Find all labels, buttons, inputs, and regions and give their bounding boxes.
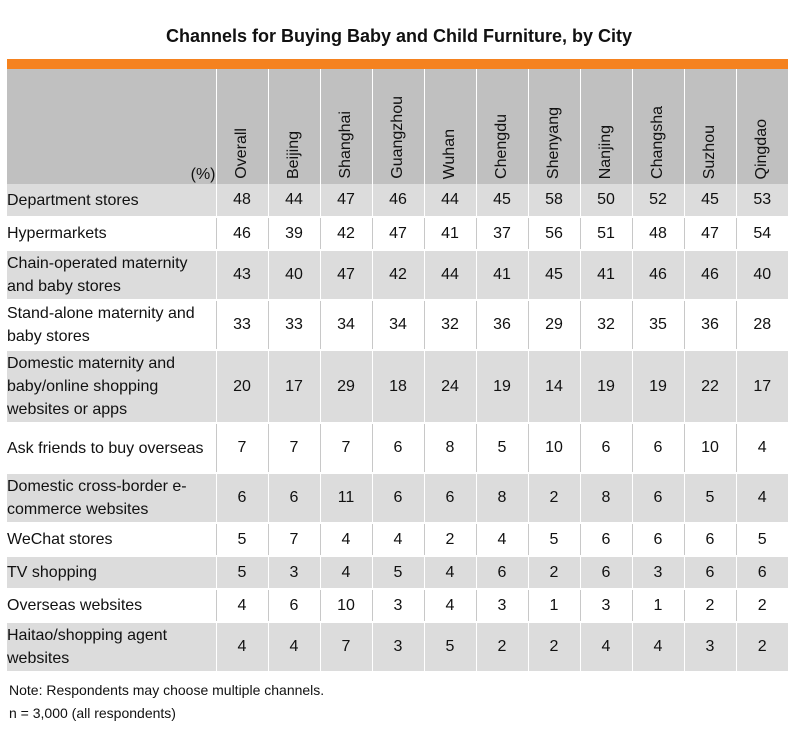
value-cell: 41 <box>424 217 476 250</box>
row-label: Domestic maternity and baby/online shopping websites or apps <box>7 350 216 423</box>
accent-bar <box>7 59 788 69</box>
value-cell: 44 <box>424 250 476 300</box>
value-cell: 41 <box>476 250 528 300</box>
value-cell: 3 <box>684 622 736 672</box>
value-cell: 8 <box>580 473 632 523</box>
row-label: TV shopping <box>7 556 216 589</box>
value-cell: 41 <box>580 250 632 300</box>
row-label: Ask friends to buy overseas <box>7 423 216 473</box>
row-label: Chain-operated maternity and baby stores <box>7 250 216 300</box>
value-cell: 24 <box>424 350 476 423</box>
value-cell: 48 <box>216 184 268 217</box>
value-cell: 19 <box>632 350 684 423</box>
value-cell: 3 <box>580 589 632 622</box>
value-cell: 33 <box>216 300 268 350</box>
value-cell: 44 <box>268 184 320 217</box>
row-label: Hypermarkets <box>7 217 216 250</box>
value-cell: 2 <box>528 473 580 523</box>
value-cell: 7 <box>320 423 372 473</box>
table-row <box>7 556 788 589</box>
table-row <box>7 423 788 473</box>
value-cell: 20 <box>216 350 268 423</box>
value-cell: 2 <box>528 622 580 672</box>
value-cell: 4 <box>736 423 788 473</box>
value-cell: 4 <box>320 523 372 556</box>
value-cell: 58 <box>528 184 580 217</box>
value-cell: 17 <box>736 350 788 423</box>
value-cell: 5 <box>216 556 268 589</box>
column-header-label: Overall <box>233 128 250 179</box>
value-cell: 4 <box>216 622 268 672</box>
value-cell: 37 <box>476 217 528 250</box>
value-cell: 14 <box>528 350 580 423</box>
row-label: Stand-alone maternity and baby stores <box>7 300 216 350</box>
column-header-suzhou <box>684 69 736 184</box>
value-cell: 56 <box>528 217 580 250</box>
value-cell: 6 <box>372 473 424 523</box>
value-cell: 10 <box>320 589 372 622</box>
value-cell: 35 <box>632 300 684 350</box>
value-cell: 10 <box>684 423 736 473</box>
value-cell: 6 <box>632 473 684 523</box>
column-header-label: Beijing <box>285 130 302 179</box>
table-row <box>7 300 788 350</box>
value-cell: 3 <box>268 556 320 589</box>
column-header-label: Shanghai <box>337 111 354 179</box>
value-cell: 10 <box>528 423 580 473</box>
value-cell: 2 <box>736 622 788 672</box>
value-cell: 45 <box>684 184 736 217</box>
value-cell: 4 <box>580 622 632 672</box>
value-cell: 6 <box>580 423 632 473</box>
column-header-qingdao <box>736 69 788 184</box>
value-cell: 1 <box>632 589 684 622</box>
table-row <box>7 250 788 300</box>
value-cell: 44 <box>424 184 476 217</box>
column-header-wuhan <box>424 69 476 184</box>
value-cell: 47 <box>320 250 372 300</box>
value-cell: 5 <box>424 622 476 672</box>
row-label: Haitao/shopping agent websites <box>7 622 216 672</box>
value-cell: 4 <box>268 622 320 672</box>
column-header-label: Qingdao <box>753 118 771 179</box>
value-cell: 51 <box>580 217 632 250</box>
column-header-shenyang <box>528 69 580 184</box>
value-cell: 7 <box>268 423 320 473</box>
value-cell: 29 <box>320 350 372 423</box>
value-cell: 47 <box>684 217 736 250</box>
value-cell: 6 <box>268 589 320 622</box>
value-cell: 4 <box>632 622 684 672</box>
value-cell: 46 <box>684 250 736 300</box>
value-cell: 46 <box>216 217 268 250</box>
value-cell: 43 <box>216 250 268 300</box>
table-row <box>7 184 788 217</box>
table-row <box>7 523 788 556</box>
value-cell: 53 <box>736 184 788 217</box>
value-cell: 6 <box>580 556 632 589</box>
column-header-label: Wuhan <box>441 128 458 179</box>
value-cell: 32 <box>580 300 632 350</box>
value-cell: 4 <box>424 589 476 622</box>
value-cell: 33 <box>268 300 320 350</box>
unit-label: (%) <box>190 166 216 183</box>
value-cell: 52 <box>632 184 684 217</box>
column-header-shanghai <box>320 69 372 184</box>
value-cell: 6 <box>476 556 528 589</box>
value-cell: 7 <box>320 622 372 672</box>
value-cell: 5 <box>216 523 268 556</box>
value-cell: 8 <box>476 473 528 523</box>
value-cell: 45 <box>528 250 580 300</box>
column-header-beijing <box>268 69 320 184</box>
value-cell: 3 <box>476 589 528 622</box>
column-header-label: Shenyang <box>545 106 562 179</box>
value-cell: 4 <box>372 523 424 556</box>
value-cell: 32 <box>424 300 476 350</box>
row-label: WeChat stores <box>7 523 216 556</box>
column-header-overall <box>216 69 268 184</box>
value-cell: 40 <box>736 250 788 300</box>
value-cell: 18 <box>372 350 424 423</box>
value-cell: 6 <box>736 556 788 589</box>
value-cell: 1 <box>528 589 580 622</box>
chart-title: Channels for Buying Baby and Child Furniture, by City <box>165 26 633 46</box>
value-cell: 5 <box>476 423 528 473</box>
table-body <box>7 184 788 672</box>
value-cell: 54 <box>736 217 788 250</box>
value-cell: 22 <box>684 350 736 423</box>
value-cell: 5 <box>528 523 580 556</box>
row-label: Overseas websites <box>7 589 216 622</box>
value-cell: 3 <box>372 622 424 672</box>
value-cell: 39 <box>268 217 320 250</box>
value-cell: 6 <box>632 423 684 473</box>
sample-size-note: n = 3,000 (all respondents) <box>9 705 176 721</box>
table-row <box>7 473 788 523</box>
value-cell: 42 <box>320 217 372 250</box>
column-header-guangzhou <box>372 69 424 184</box>
value-cell: 6 <box>580 523 632 556</box>
value-cell: 6 <box>684 556 736 589</box>
value-cell: 48 <box>632 217 684 250</box>
data-table <box>7 69 788 673</box>
value-cell: 5 <box>684 473 736 523</box>
value-cell: 50 <box>580 184 632 217</box>
value-cell: 17 <box>268 350 320 423</box>
value-cell: 2 <box>736 589 788 622</box>
value-cell: 4 <box>216 589 268 622</box>
value-cell: 36 <box>684 300 736 350</box>
value-cell: 2 <box>528 556 580 589</box>
value-cell: 3 <box>632 556 684 589</box>
value-cell: 29 <box>528 300 580 350</box>
value-cell: 40 <box>268 250 320 300</box>
value-cell: 47 <box>372 217 424 250</box>
value-cell: 2 <box>476 622 528 672</box>
value-cell: 36 <box>476 300 528 350</box>
value-cell: 6 <box>372 423 424 473</box>
value-cell: 6 <box>684 523 736 556</box>
value-cell: 2 <box>684 589 736 622</box>
value-cell: 45 <box>476 184 528 217</box>
value-cell: 6 <box>216 473 268 523</box>
value-cell: 11 <box>320 473 372 523</box>
value-cell: 19 <box>476 350 528 423</box>
row-label: Department stores <box>7 184 216 217</box>
column-header-label: Nanjing <box>597 124 614 179</box>
column-header-label: Chengdu <box>493 114 510 179</box>
column-header-chengdu <box>476 69 528 184</box>
column-header-label: Changsha <box>649 106 666 179</box>
table-row <box>7 350 788 423</box>
row-label: Domestic cross-border e-commerce websites <box>7 473 216 523</box>
value-cell: 4 <box>736 473 788 523</box>
value-cell: 4 <box>424 556 476 589</box>
value-cell: 4 <box>476 523 528 556</box>
value-cell: 34 <box>320 300 372 350</box>
value-cell: 19 <box>580 350 632 423</box>
column-header-label: Suzhou <box>701 124 718 179</box>
column-header-changsha <box>632 69 684 184</box>
value-cell: 28 <box>736 300 788 350</box>
value-cell: 4 <box>320 556 372 589</box>
value-cell: 46 <box>632 250 684 300</box>
column-header-label: Guangzhou <box>389 96 406 179</box>
table-row <box>7 622 788 672</box>
header-row <box>7 69 788 184</box>
value-cell: 7 <box>268 523 320 556</box>
column-header-nanjing <box>580 69 632 184</box>
value-cell: 3 <box>372 589 424 622</box>
value-cell: 6 <box>424 473 476 523</box>
value-cell: 34 <box>372 300 424 350</box>
value-cell: 5 <box>736 523 788 556</box>
table-row <box>7 589 788 622</box>
value-cell: 47 <box>320 184 372 217</box>
value-cell: 5 <box>372 556 424 589</box>
note-text: Note: Respondents may choose multiple channels. <box>9 682 325 698</box>
value-cell: 46 <box>372 184 424 217</box>
value-cell: 6 <box>268 473 320 523</box>
value-cell: 2 <box>424 523 476 556</box>
value-cell: 42 <box>372 250 424 300</box>
value-cell: 7 <box>216 423 268 473</box>
value-cell: 6 <box>632 523 684 556</box>
value-cell: 8 <box>424 423 476 473</box>
table-row <box>7 217 788 250</box>
